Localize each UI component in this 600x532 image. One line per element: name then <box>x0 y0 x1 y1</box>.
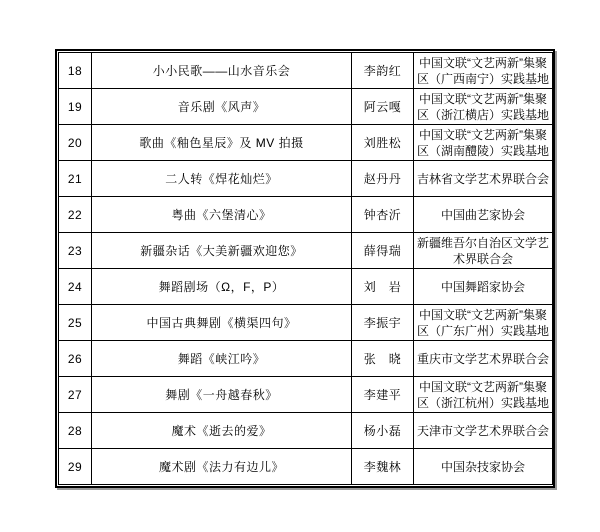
work-title-cell: 舞蹈《峡江吟》 <box>92 341 352 377</box>
author-name-cell: 李魏林 <box>352 449 414 485</box>
author-name-cell: 杨小磊 <box>352 413 414 449</box>
table-row <box>59 341 553 377</box>
author-name-cell: 薛得瑞 <box>352 233 414 269</box>
table-row <box>59 269 553 305</box>
organization-cell: 中国杂技家协会 <box>414 449 553 485</box>
organization-cell: 新疆维吾尔自治区文学艺术界联合会 <box>414 233 553 269</box>
organization-cell: 中国文联“文艺两新”集聚区（浙江横店）实践基地 <box>414 89 553 125</box>
author-name-cell: 阿云嘎 <box>352 89 414 125</box>
author-name-cell: 李韵红 <box>352 53 414 89</box>
author-name-cell: 李建平 <box>352 377 414 413</box>
work-title-cell: 舞蹈剧场（Ω，F，P） <box>92 269 352 305</box>
table-row <box>59 125 553 161</box>
table-row <box>59 449 553 485</box>
author-name-cell: 刘胜松 <box>352 125 414 161</box>
row-number-cell: 22 <box>59 197 92 233</box>
row-number-cell: 24 <box>59 269 92 305</box>
author-name-cell: 钟杏沂 <box>352 197 414 233</box>
table-row <box>59 53 553 89</box>
row-number-cell: 18 <box>59 53 92 89</box>
work-title-cell: 新疆杂话《大美新疆欢迎您》 <box>92 233 352 269</box>
organization-cell: 中国文联“文艺两新”集聚区（广东广州）实践基地 <box>414 305 553 341</box>
author-name-cell: 刘 岩 <box>352 269 414 305</box>
organization-cell: 中国曲艺家协会 <box>414 197 553 233</box>
row-number-cell: 29 <box>59 449 92 485</box>
table-row <box>59 305 553 341</box>
work-title-cell: 粤曲《六堡清心》 <box>92 197 352 233</box>
organization-cell: 中国文联“文艺两新”集聚区（浙江杭州）实践基地 <box>414 377 553 413</box>
author-name-cell: 赵丹丹 <box>352 161 414 197</box>
table-row <box>59 413 553 449</box>
organization-cell: 中国文联“文艺两新”集聚区（广西南宁）实践基地 <box>414 53 553 89</box>
table-row <box>59 233 553 269</box>
work-title-cell: 小小民歌——山水音乐会 <box>92 53 352 89</box>
author-name-cell: 李振宇 <box>352 305 414 341</box>
row-number-cell: 28 <box>59 413 92 449</box>
author-name-cell: 张 晓 <box>352 341 414 377</box>
awards-table <box>55 49 555 488</box>
work-title-cell: 中国古典舞剧《横渠四句》 <box>92 305 352 341</box>
row-number-cell: 26 <box>59 341 92 377</box>
work-title-cell: 魔术剧《法力有边儿》 <box>92 449 352 485</box>
table-row <box>59 197 553 233</box>
row-number-cell: 23 <box>59 233 92 269</box>
work-title-cell: 魔术《逝去的爱》 <box>92 413 352 449</box>
work-title-cell: 二人转《焊花灿烂》 <box>92 161 352 197</box>
table-row <box>59 89 553 125</box>
row-number-cell: 27 <box>59 377 92 413</box>
work-title-cell: 音乐剧《风声》 <box>92 89 352 125</box>
row-number-cell: 21 <box>59 161 92 197</box>
awards-table-grid <box>58 52 553 485</box>
work-title-cell: 歌曲《釉色星辰》及 MV 拍摄 <box>92 125 352 161</box>
row-number-cell: 19 <box>59 89 92 125</box>
organization-cell: 中国舞蹈家协会 <box>414 269 553 305</box>
table-row <box>59 161 553 197</box>
row-number-cell: 25 <box>59 305 92 341</box>
organization-cell: 重庆市文学艺术界联合会 <box>414 341 553 377</box>
table-body <box>59 53 553 485</box>
organization-cell: 天津市文学艺术界联合会 <box>414 413 553 449</box>
organization-cell: 中国文联“文艺两新”集聚区（湖南醴陵）实践基地 <box>414 125 553 161</box>
row-number-cell: 20 <box>59 125 92 161</box>
organization-cell: 吉林省文学艺术界联合会 <box>414 161 553 197</box>
work-title-cell: 舞剧《一舟越春秋》 <box>92 377 352 413</box>
table-row <box>59 377 553 413</box>
